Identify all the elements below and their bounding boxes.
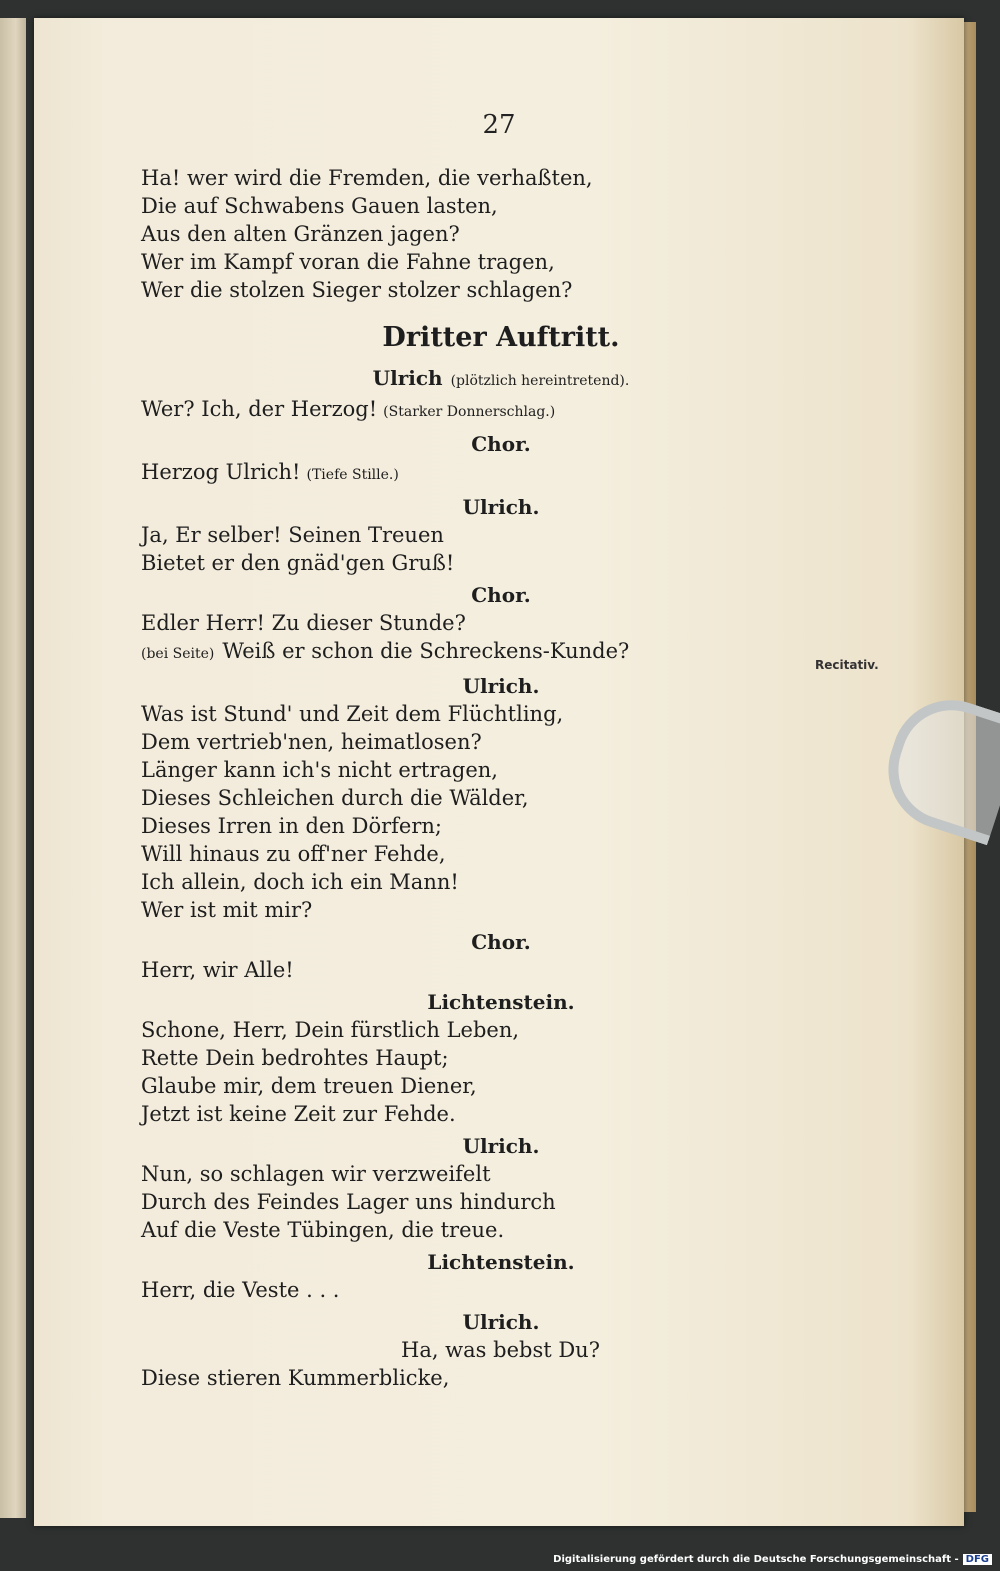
digitization-footer — [553, 1554, 992, 1565]
verse-line — [141, 395, 861, 426]
verse-line: Ich allein, doch ich ein Mann! — [141, 870, 459, 894]
verse-line: Ha, was bebst Du? — [401, 1338, 600, 1362]
speaker-chor: Chor. — [471, 432, 531, 456]
verse-line: Ha! wer wird die Fremden, die verhaßten, — [141, 166, 593, 190]
facing-page-edge — [0, 18, 26, 1518]
verse-line: Durch des Feindes Lager uns hindurch — [141, 1190, 556, 1214]
verse-line: Rette Dein bedrohtes Haupt; — [141, 1046, 449, 1070]
verse-line: Glaube mir, dem treuen Diener, — [141, 1074, 477, 1098]
speaker-ulrich: Ulrich. — [462, 1310, 540, 1334]
speaker-ulrich — [141, 364, 861, 395]
book-page — [34, 18, 964, 1526]
verse-line: Wer ist mit mir? — [141, 898, 313, 922]
verse-line: Auf die Veste Tübingen, die treue. — [141, 1218, 505, 1242]
verse-line: Jetzt ist keine Zeit zur Fehde. — [141, 1102, 456, 1126]
verse-line: Herr, die Veste . . . — [141, 1278, 340, 1302]
verse-line: Dieses Schleichen durch die Wälder, — [141, 786, 529, 810]
verse-line: Edler Herr! Zu dieser Stunde? — [141, 611, 466, 635]
stage-direction: (Starker Donnerschlag.) — [383, 404, 556, 420]
verse-line: Länger kann ich's nicht ertragen, — [141, 758, 498, 782]
verse-line: Herr, wir Alle! — [141, 958, 294, 982]
verse-line: Dem vertrieb'nen, heimatlosen? — [141, 730, 482, 754]
scene-heading: Dritter Auftritt. — [382, 322, 620, 353]
stage-direction: (bei Seite) — [141, 646, 215, 662]
margin-note-recitativ: Recitativ. — [815, 658, 879, 672]
verse-line — [141, 458, 861, 489]
dfg-logo: DFG — [963, 1554, 992, 1565]
verse-text: Weiß er schon die Schreckens-Kunde? — [222, 639, 630, 663]
verse-line: Dieses Irren in den Dörfern; — [141, 814, 442, 838]
speaker-ulrich: Ulrich. — [462, 674, 540, 698]
verse-line: Was ist Stund' und Zeit dem Flüchtling, — [141, 702, 564, 726]
verse-line: Will hinaus zu off'ner Fehde, — [141, 842, 446, 866]
page-number: 27 — [482, 110, 516, 140]
speaker-ulrich: Ulrich. — [462, 495, 540, 519]
stage-direction: (plötzlich hereintretend). — [450, 373, 630, 389]
verse-line: Diese stieren Kummerblicke, — [141, 1366, 450, 1390]
footer-text: Digitalisierung gefördert durch die Deutsche Forschungsgemeinschaft - — [553, 1554, 959, 1565]
verse-line: Aus den alten Gränzen jagen? — [141, 222, 460, 246]
speaker-lichtenstein: Lichtenstein. — [427, 1250, 575, 1274]
verse-line: Wer im Kampf voran die Fahne tragen, — [141, 250, 555, 274]
verse-line — [141, 637, 861, 668]
verse-text: Herzog Ulrich! — [141, 460, 301, 484]
speaker-ulrich: Ulrich. — [462, 1134, 540, 1158]
verse-line: Schone, Herr, Dein fürstlich Leben, — [141, 1018, 520, 1042]
verse-text: Wer? Ich, der Herzog! — [141, 397, 378, 421]
speaker-chor: Chor. — [471, 583, 531, 607]
verse-line: Ja, Er selber! Seinen Treuen — [141, 523, 444, 547]
verse-line: Wer die stolzen Sieger stolzer schlagen? — [141, 278, 573, 302]
speaker-lichtenstein: Lichtenstein. — [427, 990, 575, 1014]
page-text — [141, 164, 861, 1392]
verse-line: Nun, so schlagen wir verzweifelt — [141, 1162, 491, 1186]
verse-line: Bietet er den gnäd'gen Gruß! — [141, 551, 455, 575]
verse-line: Die auf Schwabens Gauen lasten, — [141, 194, 498, 218]
speaker-chor: Chor. — [471, 930, 531, 954]
speaker-name: Ulrich — [372, 366, 443, 390]
stage-direction: (Tiefe Stille.) — [306, 467, 399, 483]
